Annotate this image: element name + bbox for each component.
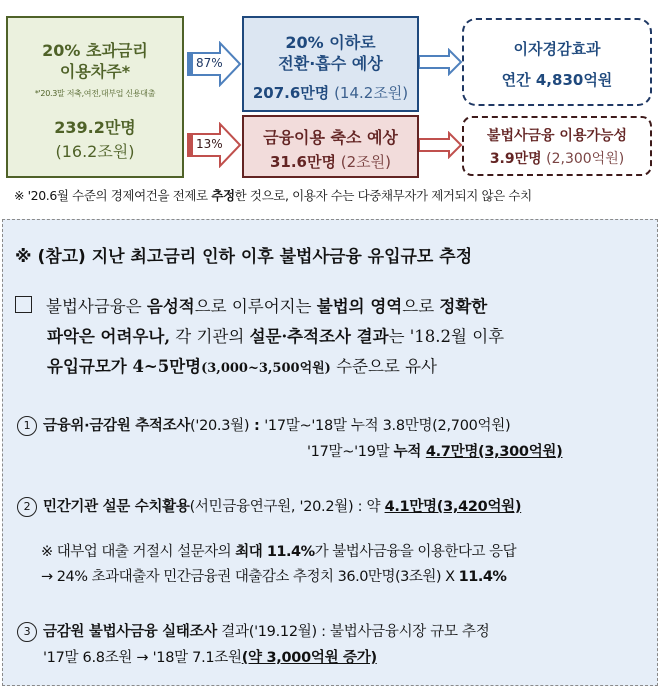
survey-item-3 xyxy=(17,620,489,642)
usage-shrink-box xyxy=(242,115,419,178)
para-text: 각 기관의 xyxy=(170,327,250,346)
arrow-13-label: 13% xyxy=(196,137,223,151)
note-text: ※ 대부업 대출 거절시 설문자의 xyxy=(41,544,236,560)
circled-number-2-icon: 2 xyxy=(17,497,37,517)
illegal-amount: (2,300억원) xyxy=(546,151,625,167)
para-bold: 음성적 xyxy=(146,297,195,316)
footnote-prefix: ※ '20.6월 수준의 경제여건을 전제로 xyxy=(14,188,212,203)
item1-line1: '17말~'18말 누적 3.8만명(2,700억원) xyxy=(264,418,511,434)
survey-item-3-line2 xyxy=(43,646,377,667)
note-text: 가 불법사금융을 이용한다고 응답 xyxy=(314,544,517,560)
note-text: → 24% 초과대출자 민간금융권 대출감소 추정치 36.0만명(3조원) X xyxy=(41,569,459,585)
para-bold: 설문·추적조사 결과 xyxy=(249,327,389,346)
para-bold: 불법의 영역 xyxy=(316,297,403,316)
item3-line2-text: '17말 6.8조원 → '18말 7.1조원 xyxy=(43,650,242,666)
survey-item-2 xyxy=(17,495,521,517)
reference-title: ※ (참고) 지난 최고금리 인하 이후 불법사금융 유입규모 추정 xyxy=(15,247,473,267)
square-bullet-icon xyxy=(15,296,32,313)
item3-line2-underlined: (약 3,000억원 증가) xyxy=(241,650,377,666)
convert-title-line1: 20% 이하로 xyxy=(285,33,376,52)
shrink-amount: (2조원) xyxy=(340,153,391,171)
survey-item-2-note2 xyxy=(41,565,506,586)
reference-paragraph xyxy=(15,292,645,384)
source-title-line1: 20% 초과금리 xyxy=(42,41,148,60)
para-text: 으로 이루어지는 xyxy=(194,297,317,316)
survey-item-1 xyxy=(17,414,510,436)
footnote-bold: 추정 xyxy=(211,188,235,203)
item2-source: (서민금융연구원, '20.2월) : 약 xyxy=(189,499,385,515)
para-text: 불법사금융은 xyxy=(46,297,147,316)
interest-value: 연간 4,830억원 xyxy=(501,71,613,89)
item1-line2-underlined: 4.7만명(3,300억원) xyxy=(425,444,563,460)
shrink-title: 금융이용 축소 예상 xyxy=(263,128,398,147)
arrow-87-label: 87% xyxy=(196,56,223,70)
source-value: 239.2만명 xyxy=(54,118,136,137)
note-bold: 최대 11.4% xyxy=(235,544,315,560)
shrink-value: 31.6만명 xyxy=(269,153,336,171)
reference-section xyxy=(2,219,658,686)
footnote-suffix: 한 것으로, 이용자 수는 다중채무자가 제거되지 않은 수치 xyxy=(234,188,532,203)
source-note: *'20.3말 저축,여전,대부업 신용대출 xyxy=(34,89,156,98)
para-text: 으로 xyxy=(402,297,440,316)
para-text: 수준으로 유사 xyxy=(330,357,437,376)
source-title-line2: 이용차주* xyxy=(59,62,131,81)
illegal-value: 3.9만명 xyxy=(489,151,542,167)
arrow-87-icon xyxy=(186,41,242,87)
para-text: 는 '18.2월 이후 xyxy=(388,327,505,346)
arrow-right-red-icon xyxy=(419,131,463,159)
survey-item-1-line2 xyxy=(307,440,562,461)
item3-title: 금감원 불법사금융 실태조사 xyxy=(43,624,217,640)
convert-amount: (14.2조원) xyxy=(334,84,409,102)
para-bold: 파악은 어려우나, xyxy=(47,327,171,346)
item2-underlined: 4.1만명(3,420억원) xyxy=(384,499,522,515)
para-bold: 정확한 xyxy=(439,297,488,316)
arrow-right-blue-icon xyxy=(419,48,463,76)
survey-item-2-note1 xyxy=(41,540,516,561)
item1-date: ('20.3월) xyxy=(190,418,250,434)
diagram-footnote xyxy=(14,186,532,204)
illegal-title: 불법사금융 이용가능성 xyxy=(486,128,628,144)
para-bold: 유입규모가 4~5만명 xyxy=(47,357,202,376)
item1-sep: : xyxy=(249,418,265,434)
convert-absorb-box xyxy=(242,16,419,112)
source-amount: (16.2조원) xyxy=(55,142,135,161)
item3-desc: 결과('19.12월) : 불법사금융시장 규모 추정 xyxy=(216,624,490,640)
interest-title: 이자경감효과 xyxy=(513,40,601,58)
convert-value: 207.6만명 xyxy=(252,84,330,102)
source-borrowers-box xyxy=(6,16,184,178)
arrow-13-icon xyxy=(186,122,242,168)
note-bold: 11.4% xyxy=(458,569,507,585)
circled-number-3-icon: 3 xyxy=(17,622,37,642)
convert-title-line2: 전환·흡수 예상 xyxy=(278,54,383,73)
circled-number-1-icon: 1 xyxy=(17,416,37,436)
item1-line2-period: '17말~'19말 xyxy=(307,444,394,460)
item1-title: 금융위·금감원 추적조사 xyxy=(43,418,191,434)
para-bold-small: (3,000~3,500억원) xyxy=(201,361,331,376)
item1-line2-bold: 누적 xyxy=(393,444,426,460)
illegal-finance-possibility-box xyxy=(462,116,652,176)
item2-title: 민간기관 설문 수치활용 xyxy=(43,499,190,515)
interest-reduction-box xyxy=(462,18,652,106)
